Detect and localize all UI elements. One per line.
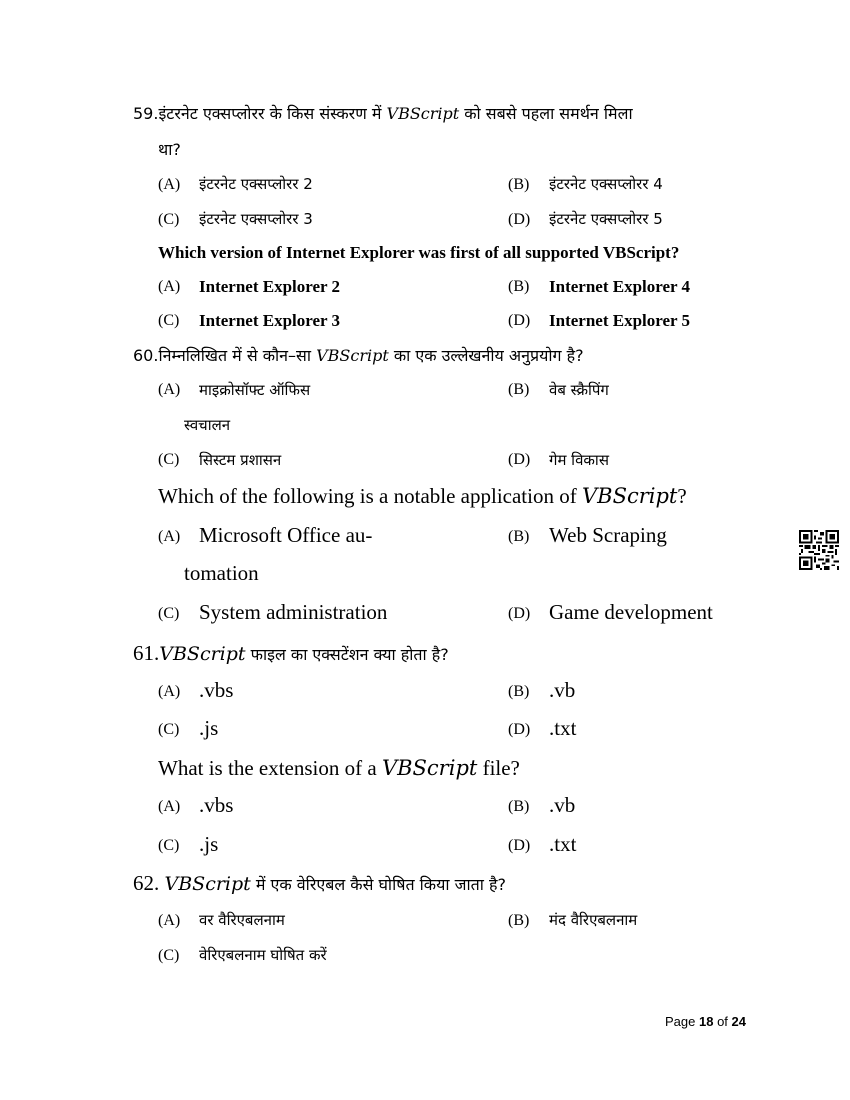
option-label: (A) [158, 683, 181, 700]
option-label: (C) [158, 947, 180, 964]
option-label: (D) [508, 312, 531, 329]
option-label: (C) [158, 451, 180, 468]
option-59-hi-a-text: इंटरनेट एक्सप्लोरर 2 [199, 175, 313, 193]
option-label: (A) [158, 381, 181, 398]
current-page: 18 [698, 1014, 714, 1029]
option-59-hi-d-text: इंटरनेट एक्सप्लोरर 5 [549, 210, 663, 228]
page-footer [665, 1014, 746, 1029]
option-59-hi-b-text: इंटरनेट एक्सप्लोरर 4 [549, 175, 663, 193]
option-60-hi-c: सिस्टम प्रशासन [199, 451, 282, 469]
option-label: (A) [158, 912, 181, 929]
option-60-en-b: Web Scraping [549, 523, 667, 547]
option-label: (B) [508, 528, 530, 545]
option-label: (B) [508, 176, 530, 193]
option-label: (B) [508, 278, 530, 295]
question-59-english: Which version of Internet Explorer was first of all supported VBScript? [158, 243, 680, 262]
vbscript-term: VBScript [386, 104, 460, 123]
option-label: (C) [158, 721, 180, 738]
option-59-hi-c-text: इंटरनेट एक्सप्लोरर 3 [199, 210, 313, 228]
option-61-hi-c: .js [199, 716, 219, 740]
option-60-hi-a-cont: स्वचालन [184, 416, 231, 434]
option-62-hi-c: वेरिएबलनाम घोषित करें [199, 946, 327, 964]
option-label: (D) [508, 721, 531, 738]
option-59-hi-b [508, 174, 529, 194]
option-label: (C) [158, 211, 180, 228]
option-60-hi-b: वेब स्क्रैपिंग [549, 381, 609, 399]
option-60-en-c: System administration [199, 600, 388, 624]
option-59-hi-d [508, 209, 530, 229]
page-label: Page [665, 1014, 699, 1029]
option-60-hi-a: माइक्रोसॉफ्ट ऑफिस [199, 381, 311, 399]
option-label: (B) [508, 381, 530, 398]
option-61-hi-a: .vbs [199, 678, 234, 702]
question-text: ? [677, 484, 687, 508]
option-label: (B) [508, 912, 530, 929]
option-60-hi-d: गेम विकास [549, 451, 609, 469]
option-label: (A) [158, 278, 181, 295]
question-text: Which of the following is a notable application of [158, 484, 582, 508]
option-label: (D) [508, 837, 531, 854]
question-number: 61. [133, 641, 160, 665]
option-label: (B) [508, 683, 530, 700]
question-number: 59. [133, 104, 159, 123]
option-60-en-a-cont: tomation [184, 561, 259, 585]
option-label: (A) [158, 798, 181, 815]
question-61-hindi [133, 641, 449, 666]
option-label: (C) [158, 312, 180, 329]
option-62-hi-a: वर वैरिएबलनाम [199, 911, 285, 929]
question-text: इंटरनेट एक्सप्लोरर के किस संस्करण में [158, 104, 387, 123]
question-text: का एक उल्लेखनीय अनुप्रयोग है? [388, 346, 584, 365]
option-61-hi-b: .vb [549, 678, 576, 702]
question-61-english [158, 756, 520, 781]
option-59-en-b: Internet Explorer 4 [549, 277, 691, 296]
option-59-en-a: Internet Explorer 2 [199, 277, 341, 296]
question-60-hindi [133, 344, 584, 366]
option-label: (D) [508, 451, 531, 468]
total-pages: 24 [731, 1014, 746, 1029]
question-62-hindi [133, 871, 506, 896]
option-61-hi-d: .txt [549, 716, 577, 740]
option-62-hi-b: मंद वैरिएबलनाम [549, 911, 638, 929]
vbscript-term: VBScript [164, 873, 251, 895]
option-label: (D) [508, 605, 531, 622]
option-59-en-d: Internet Explorer 5 [549, 311, 691, 330]
vbscript-term: VBScript [381, 756, 478, 780]
option-label: (A) [158, 528, 181, 545]
vbscript-term: VBScript [159, 643, 246, 665]
option-61-en-b: .vb [549, 793, 576, 817]
question-59-hindi [133, 102, 633, 124]
option-59-en-c: Internet Explorer 3 [199, 311, 341, 330]
option-label: (D) [508, 211, 531, 228]
question-text: फाइल का एक्सटेंशन क्या होता है? [245, 645, 449, 664]
vbscript-term: VBScript [581, 484, 678, 508]
option-59-hi-c [158, 209, 179, 229]
option-60-en-d: Game development [549, 600, 713, 624]
question-text: में एक वेरिएबल कैसे घोषित किया जाता है? [250, 875, 506, 894]
option-61-en-d: .txt [549, 832, 577, 856]
option-59-hi-a [158, 174, 180, 194]
question-59-hindi-cont: था? [158, 140, 181, 159]
option-61-en-c: .js [199, 832, 219, 856]
option-label: (A) [158, 176, 181, 193]
option-label: (C) [158, 605, 180, 622]
question-text: निम्नलिखित में से कौन–सा [158, 346, 317, 365]
page-of: of [713, 1014, 732, 1029]
qr-code-icon [799, 530, 839, 570]
question-text: What is the extension of a [158, 756, 382, 780]
option-61-en-a: .vbs [199, 793, 234, 817]
question-number: 60. [133, 346, 159, 365]
question-text: को सबसे पहला समर्थन मिला [459, 104, 633, 123]
question-60-english [158, 484, 687, 509]
option-60-en-a: Microsoft Office au- [199, 523, 373, 547]
option-label: (B) [508, 798, 530, 815]
question-number: 62. [133, 871, 165, 895]
vbscript-term: VBScript [316, 346, 389, 365]
question-text: file? [477, 756, 520, 780]
option-label: (C) [158, 837, 180, 854]
